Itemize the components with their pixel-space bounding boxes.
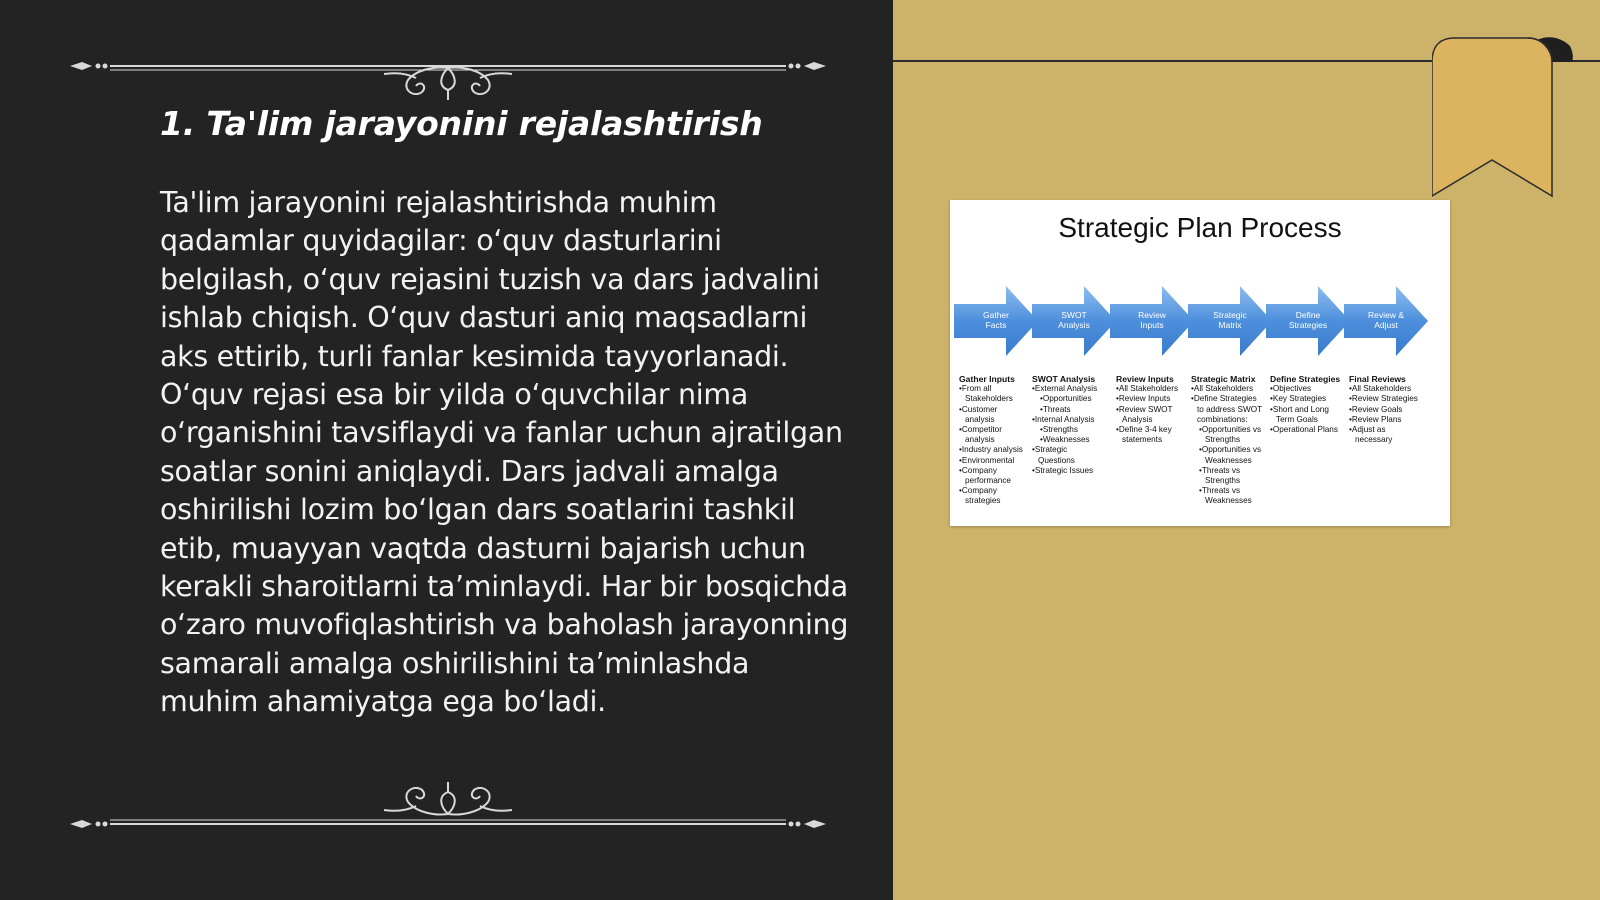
column-list bbox=[1191, 384, 1262, 506]
list-item: • From all bbox=[959, 384, 1023, 394]
list-item: Strengths bbox=[1205, 435, 1241, 445]
list-item: • Review Plans bbox=[1349, 415, 1418, 425]
column-heading: Strategic Matrix bbox=[1191, 374, 1256, 384]
list-item: • All Stakeholders bbox=[1116, 384, 1178, 394]
svg-text:Analysis: Analysis bbox=[1058, 320, 1090, 330]
column-swot-analysis bbox=[1032, 374, 1097, 476]
svg-text:Strategies: Strategies bbox=[1288, 320, 1328, 330]
slide-body-text: Ta'lim jarayonini rejalashtirishda muhim qadamlar quyidagilar: o‘quv dasturlarini belgilash, o‘quv rejasini tuzish va dars jadvalini ishlab chiqish. O‘quv dasturi aniq maqsadlarni aks ettirib, turli fanlar kesimida tayyorlanadi. O‘quv rejasi esa bir yilda o‘quvchilar nima o‘rganishini tavsiflaydi va fanlar uchun ajratilgan soatlar sonini aniqlaydi. Dars jadvali amalga oshirilishi lozim bo‘lgan dars soatlarini tashkil etib, muayyan vaqtda dasturni bajarish uchun kerakli sharoitlarni ta’minlaydi. Har bir bosqichda o‘zaro muvofiqlashtirish va baholash jarayonning samarali amalga oshirilishini ta’minlashda muhim ahamiyatga ega bo‘ladi. bbox=[160, 186, 849, 719]
list-item: • Opportunities vs bbox=[1191, 445, 1262, 455]
list-item: necessary bbox=[1355, 435, 1393, 445]
list-item: • Review Goals bbox=[1349, 405, 1418, 415]
list-item: • Opportunities bbox=[1032, 394, 1097, 404]
column-gather-inputs bbox=[959, 374, 1023, 507]
list-item: • Adjust as bbox=[1349, 425, 1418, 435]
list-item: • Threats bbox=[1032, 405, 1097, 415]
process-steps bbox=[954, 286, 1448, 356]
list-item: • Key Strategies bbox=[1270, 394, 1340, 404]
list-item: • Competitor bbox=[959, 425, 1023, 435]
svg-text:Gather: Gather bbox=[983, 310, 1009, 320]
list-item: • Strategic Issues bbox=[1032, 466, 1097, 476]
list-item: • Industry analysis bbox=[959, 445, 1023, 455]
list-item: • Short and Long bbox=[1270, 405, 1340, 415]
column-review-inputs bbox=[1116, 374, 1178, 445]
list-item: combinations: bbox=[1197, 414, 1248, 424]
list-item: • All Stakeholders bbox=[1191, 384, 1262, 394]
list-item: • Internal Analysis bbox=[1032, 415, 1097, 425]
chevron-step-1 bbox=[954, 286, 1038, 356]
list-item: • External Analysis bbox=[1032, 384, 1097, 394]
svg-text:Define: Define bbox=[1295, 310, 1321, 320]
list-item: • Opportunities vs bbox=[1191, 425, 1262, 435]
svg-text:SWOT: SWOT bbox=[1061, 310, 1087, 320]
bookmark-ribbon-icon bbox=[1432, 30, 1600, 210]
list-item: • Operational Plans bbox=[1270, 425, 1340, 435]
chevron-step-3 bbox=[1110, 286, 1194, 356]
list-item: • Weaknesses bbox=[1032, 435, 1097, 445]
column-list bbox=[959, 384, 1023, 506]
list-item: • Environmental bbox=[959, 456, 1023, 466]
list-item: Weaknesses bbox=[1205, 496, 1252, 506]
list-item: • Customer bbox=[959, 405, 1023, 415]
svg-text:Inputs: Inputs bbox=[1140, 320, 1164, 330]
column-strategic-matrix bbox=[1191, 374, 1262, 507]
column-heading: SWOT Analysis bbox=[1032, 374, 1096, 384]
list-item: • Define Strategies bbox=[1191, 394, 1262, 404]
list-item: • Objectives bbox=[1270, 384, 1340, 394]
column-heading: Gather Inputs bbox=[959, 374, 1015, 384]
list-item: • Strengths bbox=[1032, 425, 1097, 435]
ornament-divider-icon bbox=[64, 770, 832, 830]
svg-text:Adjust: Adjust bbox=[1374, 320, 1398, 330]
list-item: • Threats vs bbox=[1191, 486, 1262, 496]
column-list bbox=[1270, 384, 1340, 435]
image-title: Strategic Plan Process bbox=[1058, 212, 1342, 243]
list-item: performance bbox=[965, 476, 1011, 486]
list-item: • Strategic bbox=[1032, 445, 1097, 455]
list-item: Weaknesses bbox=[1205, 455, 1252, 465]
list-item: • Review Strategies bbox=[1349, 394, 1418, 404]
list-item: Term Goals bbox=[1276, 414, 1318, 424]
list-item: Strengths bbox=[1205, 476, 1241, 486]
list-item: • Threats vs bbox=[1191, 466, 1262, 476]
list-item: to address SWOT bbox=[1197, 404, 1263, 414]
column-heading: Define Strategies bbox=[1270, 374, 1341, 384]
chevron-step-6 bbox=[1344, 286, 1428, 356]
list-item: analysis bbox=[965, 435, 995, 445]
svg-text:Facts: Facts bbox=[985, 320, 1007, 330]
ornament-divider-icon bbox=[64, 40, 832, 100]
list-item: strategies bbox=[965, 496, 1001, 506]
svg-text:Matrix: Matrix bbox=[1218, 320, 1242, 330]
svg-text:Review &: Review & bbox=[1368, 310, 1404, 320]
list-item: statements bbox=[1122, 435, 1163, 445]
svg-text:Review: Review bbox=[1138, 310, 1166, 320]
list-item: • Define 3-4 key bbox=[1116, 425, 1178, 435]
list-item: Analysis bbox=[1122, 414, 1153, 424]
column-final-reviews bbox=[1349, 374, 1418, 445]
list-item: Stakeholders bbox=[965, 394, 1013, 404]
column-heading: Review Inputs bbox=[1116, 374, 1174, 384]
list-item: • Company bbox=[959, 486, 1023, 496]
list-item: • Review Inputs bbox=[1116, 394, 1178, 404]
chevron-step-4 bbox=[1188, 286, 1272, 356]
list-item: analysis bbox=[965, 414, 995, 424]
list-item: Questions bbox=[1038, 455, 1075, 465]
column-list bbox=[1349, 384, 1418, 445]
column-heading: Final Reviews bbox=[1349, 374, 1406, 384]
chevron-step-5 bbox=[1266, 286, 1350, 356]
column-define-strategies bbox=[1270, 374, 1340, 435]
chevron-step-2 bbox=[1032, 286, 1116, 356]
strategic-plan-image bbox=[950, 200, 1450, 526]
column-list bbox=[1116, 384, 1178, 445]
column-list bbox=[1032, 384, 1097, 476]
list-item: • All Stakeholders bbox=[1349, 384, 1418, 394]
svg-text:Strategic: Strategic bbox=[1213, 310, 1247, 320]
list-item: • Company bbox=[959, 466, 1023, 476]
list-item: • Review SWOT bbox=[1116, 405, 1178, 415]
slide-title: 1. Ta'lim jarayonini rejalashtirish bbox=[160, 104, 763, 143]
